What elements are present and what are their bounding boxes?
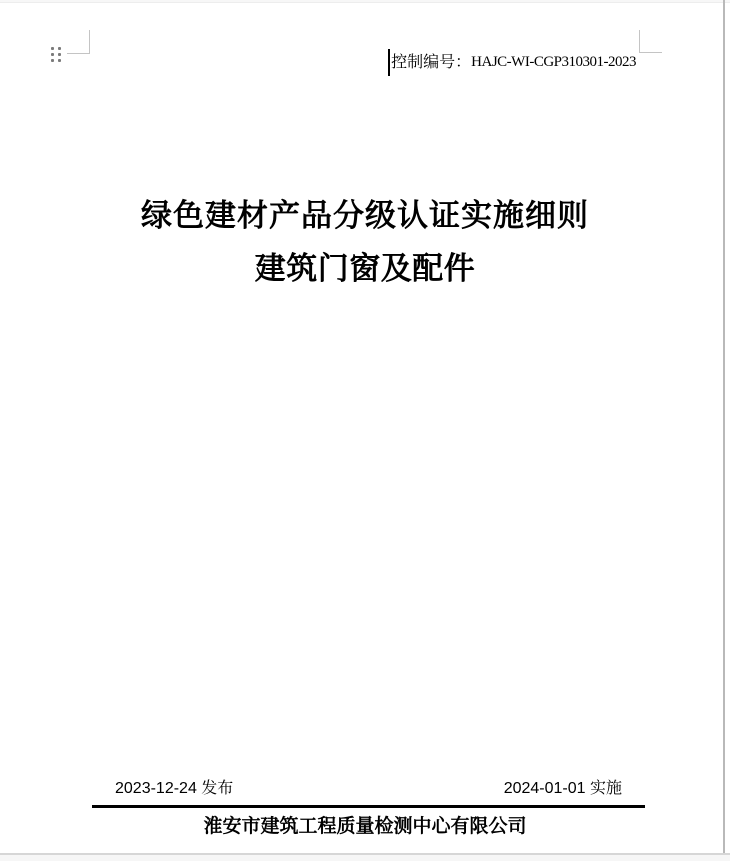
footer-dates-row[interactable]: [92, 779, 645, 799]
handle-dot: [51, 59, 54, 62]
document-title-block[interactable]: [0, 197, 730, 288]
window-right-edge: [723, 0, 725, 853]
document-title-line2[interactable]: 建筑门窗及配件: [254, 251, 476, 286]
handle-dot: [58, 59, 61, 62]
text-boundary-mark-top-right: [639, 30, 662, 53]
control-number-line[interactable]: [388, 49, 636, 76]
handle-dot: [51, 47, 54, 50]
window-bottom-edge: [0, 853, 730, 861]
control-number-code[interactable]: HAJC-WI-CGP310301-2023: [471, 54, 636, 70]
handle-dot: [58, 53, 61, 56]
text-boundary-mark-top-left: [67, 30, 90, 54]
handle-dot: [58, 47, 61, 50]
window-top-edge: [0, 0, 730, 3]
paragraph-drag-handle-icon[interactable]: [51, 47, 61, 62]
implement-date[interactable]: 2024-01-01 实施: [503, 780, 622, 797]
footer-divider-rule: [92, 805, 645, 808]
handle-dot: [51, 53, 54, 56]
control-number-label[interactable]: 控制编号：: [391, 54, 472, 71]
release-date[interactable]: 2023-12-24 发布: [115, 780, 234, 797]
company-name[interactable]: 淮安市建筑工程质量检测中心有限公司: [203, 816, 527, 837]
document-title-line1[interactable]: 绿色建材产品分级认证实施细则: [141, 198, 589, 233]
text-cursor-caret: [388, 49, 391, 76]
